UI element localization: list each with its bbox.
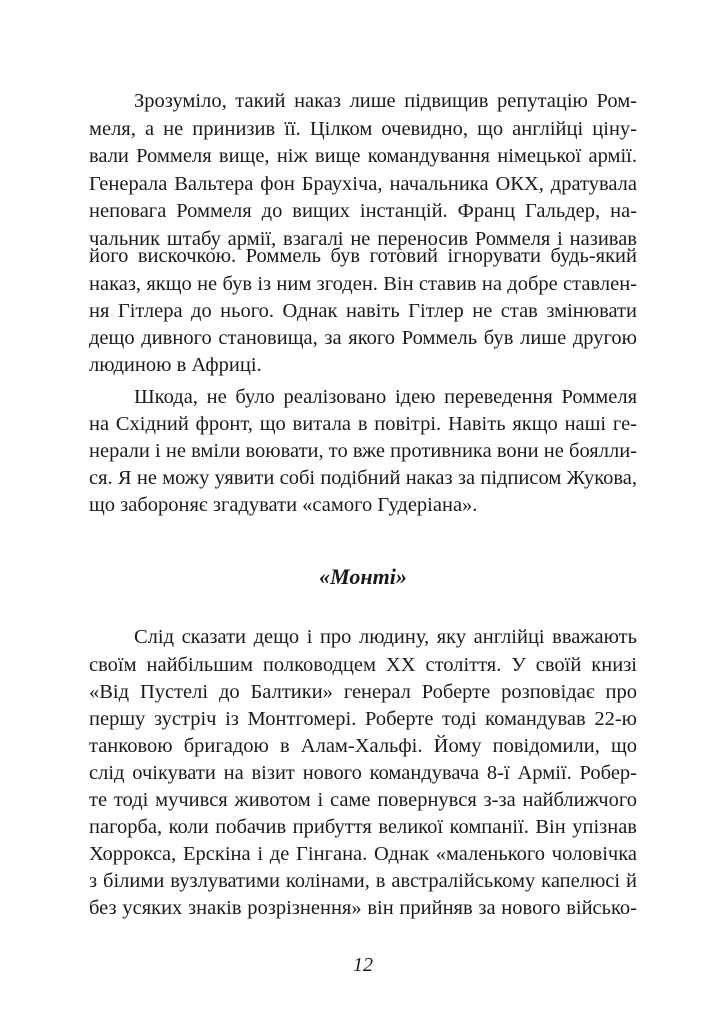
- paragraph-3-line: Хорроксa, Ерскіна і де Гінгана. Однак «маленького чоловічка: [89, 843, 637, 865]
- paragraph-1-line: Зрозуміло, такий наказ лише підвищив репутацію Ром-: [134, 90, 637, 112]
- paragraph-1-line: наказ, якщо не був із ним згоден. Він ставив на добре ставлен-: [89, 273, 637, 295]
- section-heading: «Монті»: [319, 564, 407, 589]
- paragraph-3-line: без усяких знаків розрізнення» він прийняв за нового військо-: [89, 897, 637, 919]
- paragraph-3-line: танковою бригадою в Алам-Хальфі. Йому повідомили, що: [89, 735, 637, 757]
- paragraph-2-line: нерали і не вміли воювати, то вже противника вони не боялли-: [89, 440, 637, 462]
- paragraph-1-line: його вискочкою. Роммель був готовий ігнорувати будь-який: [89, 245, 637, 267]
- paragraph-1-line: ня Гітлера до нього. Однак навіть Гітлер не став змінювати: [89, 300, 637, 322]
- paragraph-1-line: дещо дивного становища, за якого Роммель був лише другою: [89, 327, 637, 349]
- paragraph-3-line: те тоді мучився животом і саме повернувся з-за найближчого: [89, 789, 637, 811]
- paragraph-1-line: меля, а не принизив її. Цілком очевидно, що англійці ціну-: [89, 118, 637, 140]
- paragraph-3-line: слід очікувати на візит нового командувача 8-ї Армії. Робер-: [89, 762, 637, 784]
- paragraph-3-line: пагорба, коли побачив прибуття великої компанії. Він упізнав: [89, 816, 637, 838]
- paragraph-3-line: з білими вузлуватими колінами, в австралійському капелюсі й: [89, 870, 637, 892]
- paragraph-3-line: «Від Пустелі до Балтики» генерал Роберте розповідає про: [89, 681, 637, 703]
- paragraph-1-line: чальник штабу армії, взагалі не переносив Роммеля і називав: [89, 228, 637, 250]
- paragraph-1-line: людиною в Африці.: [89, 354, 262, 376]
- paragraph-1-line: вали Роммеля вище, ніж вище командування німецької армії.: [89, 145, 637, 167]
- paragraph-2-line: Шкода, не було реалізовано ідею переведення Роммеля: [134, 386, 637, 408]
- page-number: 12: [353, 954, 373, 976]
- paragraph-1-line: Генерала Вальтера фон Браухіча, начальника ОКХ, дратувала: [89, 173, 637, 195]
- paragraph-3-line: першу зустріч із Монтгомері. Роберте тоді командував 22-ю: [89, 708, 637, 730]
- paragraph-1-line: неповага Роммеля до вищих інстанцій. Франц Гальдер, на-: [89, 200, 637, 222]
- paragraph-3-line: своїм найбільшим полководцем XX століття. У своїй книзі: [89, 654, 637, 676]
- paragraph-2-line: що забороняє згадувати «самого Гудеріана».: [89, 494, 478, 516]
- paragraph-2-line: ся. Я не можу уявити собі подібний наказ за підписом Жукова,: [89, 467, 637, 489]
- paragraph-2-line: на Східний фронт, що витала в повітрі. Навіть якщо наші ге-: [89, 413, 637, 435]
- paragraph-3-line: Слід сказати дещо і про людину, яку англійці вважають: [134, 626, 637, 648]
